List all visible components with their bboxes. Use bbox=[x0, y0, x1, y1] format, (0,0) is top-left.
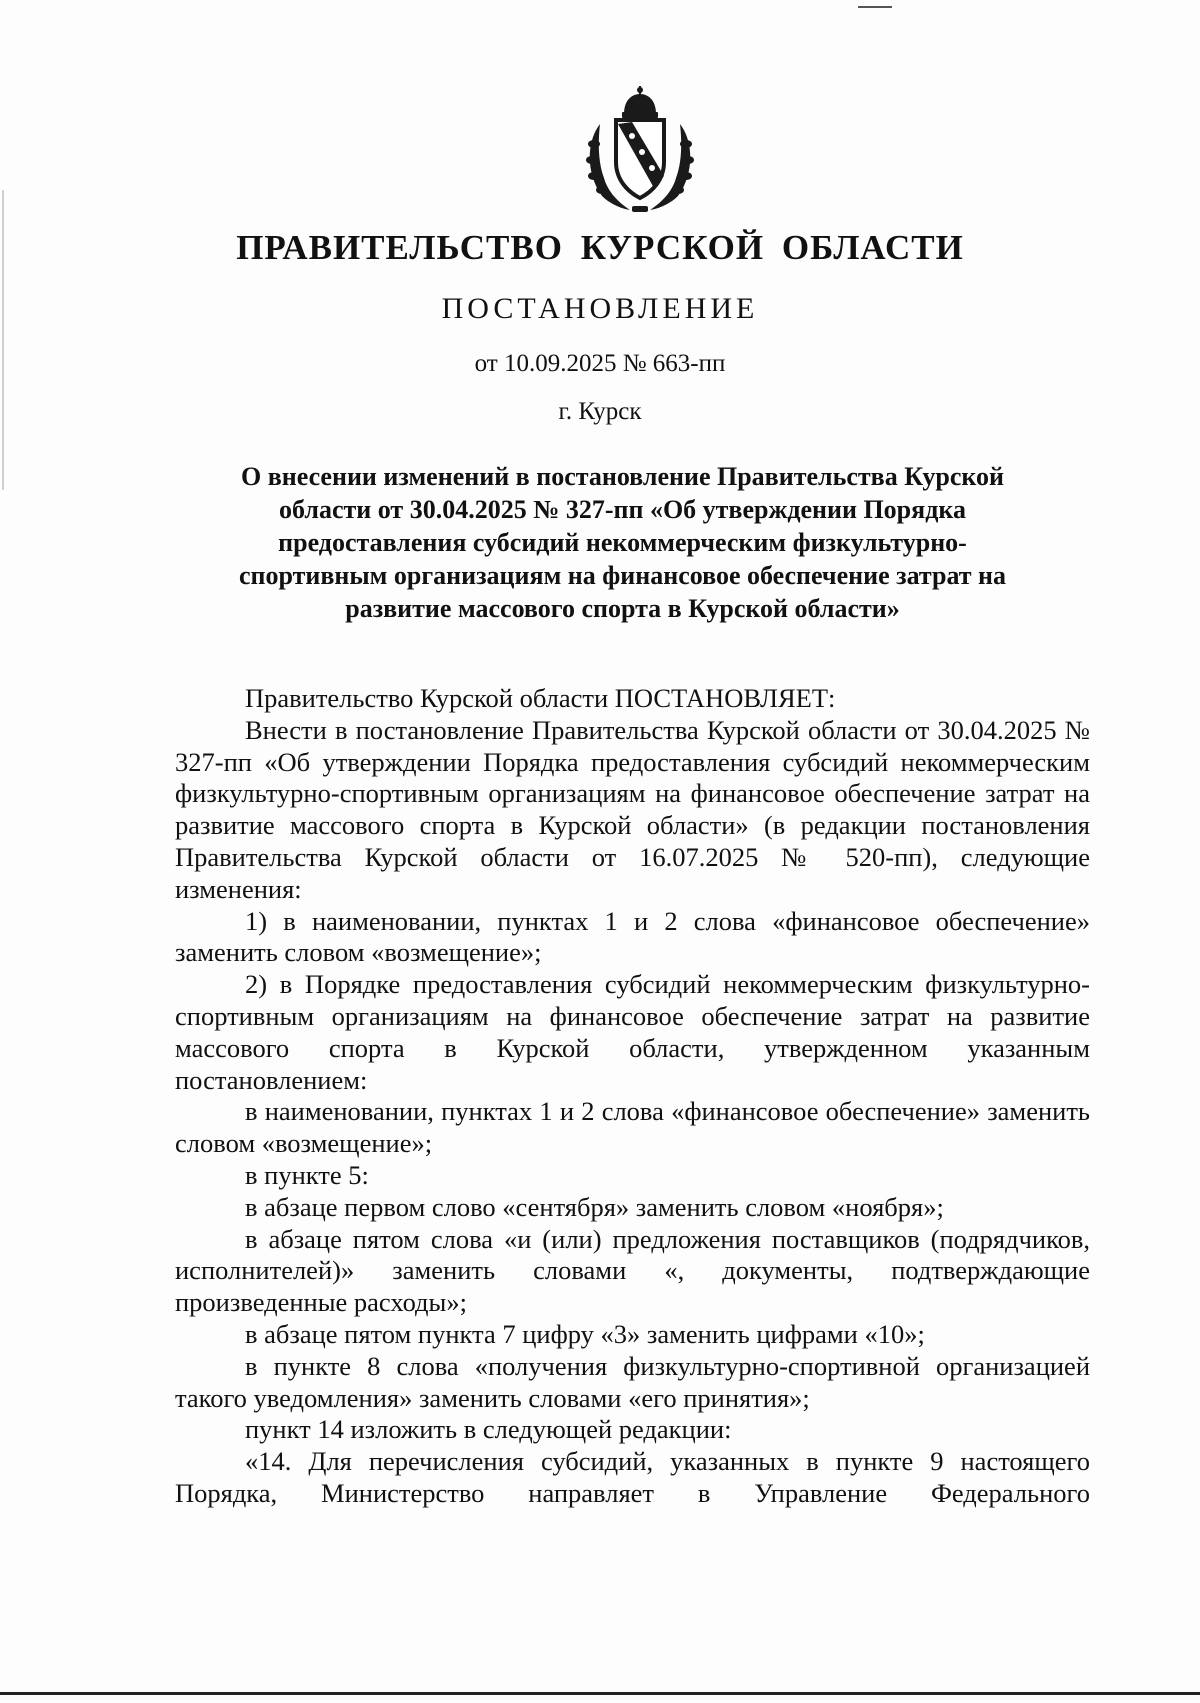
body-paragraph: в пункте 5: bbox=[245, 1159, 369, 1190]
body-paragraph: в абзаце пятом пункта 7 цифру «3» заменить цифрами «10»; bbox=[245, 1318, 925, 1349]
kursk-coat-of-arms-icon bbox=[578, 84, 702, 216]
document-number: от 10.09.2025 № 663-пп bbox=[474, 350, 726, 377]
body-paragraph: в абзаце пятом слова «и (или) предложения поставщиков (подрядчиков, исполнителей)» заменить словами «, документы, подтверждающие произведенные расходы»; bbox=[175, 1223, 1090, 1318]
document-type: ПОСТАНОВЛЕНИЕ bbox=[441, 292, 759, 325]
scan-mark-top bbox=[858, 6, 892, 8]
body-paragraph: 1) в наименовании, пунктах 1 и 2 слова «финансовое обеспечение» заменить словом «возмещение»; bbox=[175, 905, 1090, 968]
body-paragraph: 2) в Порядке предоставления субсидий некоммерческим физкультурно-спортивным организациям на финансовое обеспечение затрат на развитие массового спорта в Курской области, утвержденном указанным постановлением: bbox=[175, 969, 1090, 1095]
document-body bbox=[175, 683, 1090, 1510]
body-paragraph: «14. Для перечисления субсидий, указанных в пункте 9 настоящего Порядка, Министерство направляет в Управление Федерального bbox=[175, 1446, 1090, 1508]
body-paragraph: Внести в постановление Правительства Курской области от 30.04.2025 № 327-пп «Об утверждении Порядка предоставления субсидий некоммерческим физкультурно-спортивным организациям на финансовое обеспечение затрат на развитие массового спорта в Курской области» (в редакции постановления Правительства Курской области от 16.07.2025 № 520-пп), следующие изменения: bbox=[175, 714, 1090, 904]
body-paragraph: в абзаце первом слово «сентября» заменить словом «ноября»; bbox=[245, 1191, 944, 1222]
body-paragraph: Правительство Курской области ПОСТАНОВЛЯЕТ: bbox=[245, 683, 836, 713]
scan-edge-bottom bbox=[0, 1692, 1200, 1695]
body-paragraph: в пункте 8 слова «получения физкультурно-спортивной организацией такого уведомления» заменить словами «его принятия»; bbox=[175, 1350, 1090, 1413]
document-city: г. Курск bbox=[558, 398, 642, 425]
document-subject: О внесении изменений в постановление Правительства Курской области от 30.04.2025 № 327-пп «Об утверждении Порядка предоставления субсидий некоммерческим физкультурно-спортивным организациям на финансовое обеспечение затрат на развитие массового спорта в Курской области» bbox=[238, 462, 1007, 623]
body-paragraph: пункт 14 изложить в следующей редакции: bbox=[245, 1414, 732, 1445]
body-paragraph: в наименовании, пунктах 1 и 2 слова «финансовое обеспечение» заменить словом «возмещение»; bbox=[175, 1096, 1090, 1159]
issuer-title: ПРАВИТЕЛЬСТВО КУРСКОЙ ОБЛАСТИ bbox=[236, 228, 964, 267]
